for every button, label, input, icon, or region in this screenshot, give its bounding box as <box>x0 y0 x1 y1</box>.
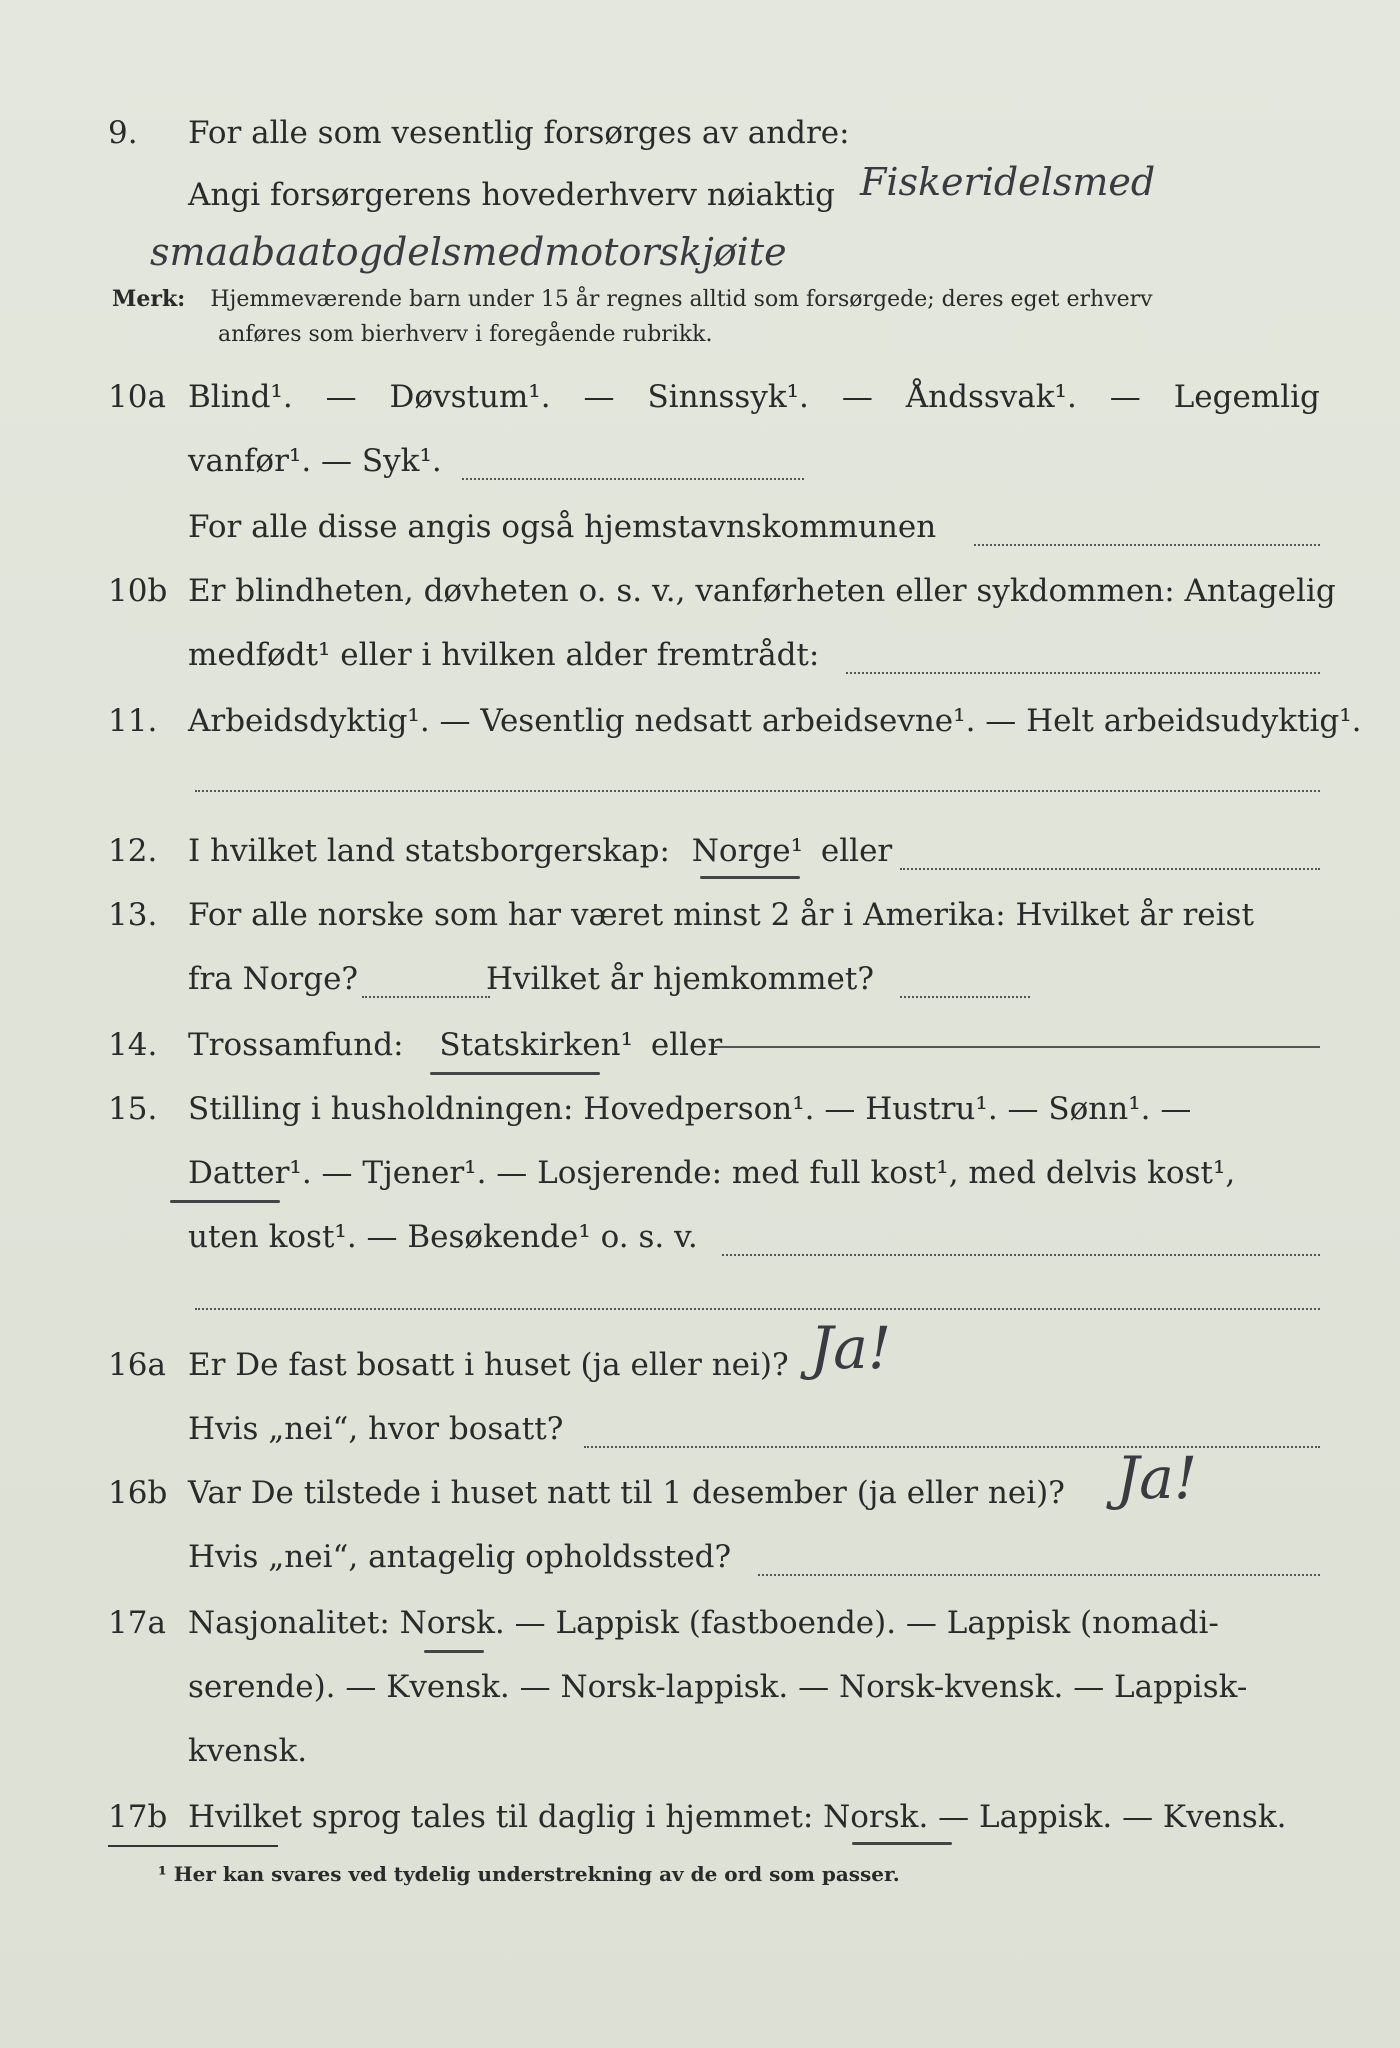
q17b-underline-mark <box>852 1842 952 1845</box>
footnote-rule <box>108 1845 278 1847</box>
q13-number: 13. <box>108 897 158 933</box>
q17b-text-line1: Hvilket sprog tales til daglig i hjemmet: Norsk. — Lappisk. — Kvensk. <box>188 1799 1287 1835</box>
q10b-line1 <box>0 566 1400 616</box>
q9-text-line2: Angi forsørgerens hovederhverv nøiaktig <box>188 177 835 213</box>
q10b-text-line1: Er blindheten, døvheten o. s. v., vanførheten eller sykdommen: Antagelig <box>188 573 1336 609</box>
q16a-text-line2: Hvis „nei“, hvor bosatt? <box>188 1411 564 1447</box>
q13-hjem-fill-line[interactable] <box>900 996 1030 998</box>
q10b-text-line2: medfødt¹ eller i hvilken alder fremtrådt: <box>188 637 820 673</box>
q15-text-line1: Stilling i husholdningen: Hovedperson¹. — Hustru¹. — Sønn¹. — <box>188 1091 1192 1127</box>
q17a-underline-mark <box>424 1650 484 1653</box>
q10a-dash-2: — <box>583 379 615 415</box>
q11-fill-line[interactable] <box>195 790 1320 792</box>
q12-underline-mark <box>700 876 800 879</box>
q10a-opt-legemlig[interactable]: Legemlig <box>1173 379 1320 415</box>
q10a-line1 <box>0 372 1400 422</box>
q14-underline-mark <box>430 1072 600 1075</box>
q10a-dash-1: — <box>325 379 357 415</box>
footnote: ¹ Her kan svares ved tydelig understrekning av de ord som passer. <box>158 1862 900 1886</box>
q9-text-line1: For alle som vesentlig forsørges av andre: <box>188 115 850 151</box>
q15-line1 <box>0 1084 1400 1134</box>
q9-line2 <box>0 170 1400 220</box>
q16a-line1 <box>0 1340 1400 1390</box>
q10a-opt-sinnssyk[interactable]: Sinnssyk¹. <box>647 379 809 415</box>
merk-note-line1 <box>112 282 1153 317</box>
q16b-fill-line[interactable] <box>758 1574 1320 1576</box>
q12-post: eller <box>820 833 893 869</box>
q14-choice-statskirken[interactable]: Statskirken¹ <box>439 1027 633 1063</box>
merk-text-line1: Hjemmeværende barn under 15 år regnes alltid som forsørgede; deres eget erhverv <box>210 287 1153 312</box>
q12-number: 12. <box>108 833 158 869</box>
q17a-line3 <box>0 1726 1400 1776</box>
q9-number: 9. <box>108 115 138 151</box>
q12-fill-line[interactable] <box>900 868 1320 870</box>
q10a-opt-dovstum[interactable]: Døvstum¹. <box>389 379 551 415</box>
q10a-opt-blind[interactable]: Blind¹. <box>188 379 293 415</box>
q16a-number: 16a <box>108 1347 166 1383</box>
q10a-options <box>188 372 1320 422</box>
q10b-number: 10b <box>108 573 168 609</box>
q11-line1 <box>0 696 1400 746</box>
q15-line2 <box>0 1148 1400 1198</box>
q16b-number: 16b <box>108 1475 168 1511</box>
q10a-number: 10a <box>108 379 166 415</box>
merk-note-line2 <box>218 318 713 352</box>
q14-fill-line[interactable] <box>714 1046 1320 1048</box>
q15-fill-line-2[interactable] <box>195 1308 1320 1310</box>
q10b-fill-line[interactable] <box>846 672 1320 674</box>
q15-text-line2: Datter¹. — Tjener¹. — Losjerende: med full kost¹, med delvis kost¹, <box>188 1155 1236 1191</box>
q11-number: 11. <box>108 703 158 739</box>
q14-text <box>188 1020 722 1070</box>
q15-text-line3: uten kost¹. — Besøkende¹ o. s. v. <box>188 1219 698 1255</box>
q13-line1 <box>0 890 1400 940</box>
q10a-opt-andssvak[interactable]: Åndssvak¹. <box>905 379 1077 415</box>
q12-pre: I hvilket land statsborgerskap: <box>188 833 670 869</box>
q12-choice-norge[interactable]: Norge¹ <box>691 833 804 869</box>
q11-text-line1: Arbeidsdyktig¹. — Vesentlig nedsatt arbeidsevne¹. — Helt arbeidsudyktig¹. <box>188 703 1362 739</box>
merk-text-line2: anføres som bierhverv i foregående rubrikk. <box>218 322 713 347</box>
q9-line1 <box>0 108 1400 158</box>
q15-underline-mark <box>170 1200 280 1203</box>
q16a-fill-line[interactable] <box>584 1446 1320 1448</box>
q10a-kommune-fill-line[interactable] <box>974 544 1320 546</box>
q13-line2 <box>0 954 1400 1004</box>
q9-handwritten-answer-2[interactable]: smaabaatogdelsmedmotorskjøite <box>150 230 787 274</box>
q10a-dash-4: — <box>1109 379 1141 415</box>
q9-handwritten-answer-1[interactable]: Fiskeridelsmed <box>860 160 1156 204</box>
q16b-text-line1: Var De tilstede i huset natt til 1 desember (ja eller nei)? <box>188 1475 1065 1511</box>
q17a-text-line2: serende). — Kvensk. — Norsk-lappisk. — Norsk-kvensk. — Lappisk- <box>188 1669 1248 1705</box>
q16b-text-line2: Hvis „nei“, antagelig opholdssted? <box>188 1539 732 1575</box>
q14-number: 14. <box>108 1027 158 1063</box>
q14-line1 <box>0 1020 1400 1070</box>
q16a-text-line1: Er De fast bosatt i huset (ja eller nei)? <box>188 1347 789 1383</box>
q13-text-line2a: fra Norge? <box>188 961 359 997</box>
q14-post: eller <box>650 1027 723 1063</box>
q17a-text-line3: kvensk. <box>188 1733 308 1769</box>
q10a-syk-fill-line[interactable] <box>462 478 804 480</box>
q15-fill-line[interactable] <box>722 1254 1320 1256</box>
q13-reist-fill-line[interactable] <box>362 996 490 998</box>
q17b-line1 <box>0 1792 1400 1842</box>
q13-text-line2b: Hvilket år hjemkommet? <box>486 961 874 997</box>
q17a-number: 17a <box>108 1605 166 1641</box>
merk-label: Merk: <box>112 286 186 312</box>
q10a-dash-3: — <box>841 379 873 415</box>
q17a-line2 <box>0 1662 1400 1712</box>
q17b-number: 17b <box>108 1799 168 1835</box>
q16a-handwritten-answer[interactable]: Ja! <box>810 1314 892 1382</box>
q10a-text-line3: For alle disse angis også hjemstavnskommunen <box>188 509 937 545</box>
q13-text-line1: For alle norske som har været minst 2 år i Amerika: Hvilket år reist <box>188 897 1254 933</box>
q15-number: 15. <box>108 1091 158 1127</box>
q17a-line1 <box>0 1598 1400 1648</box>
q12-text <box>188 826 892 876</box>
q10a-text-line2: vanfør¹. — Syk¹. <box>188 443 442 479</box>
q17a-text-line1: Nasjonalitet: Norsk. — Lappisk (fastboende). — Lappisk (nomadi- <box>188 1605 1219 1641</box>
q16b-handwritten-answer[interactable]: Ja! <box>1116 1444 1198 1512</box>
q14-pre: Trossamfund: <box>188 1027 404 1063</box>
